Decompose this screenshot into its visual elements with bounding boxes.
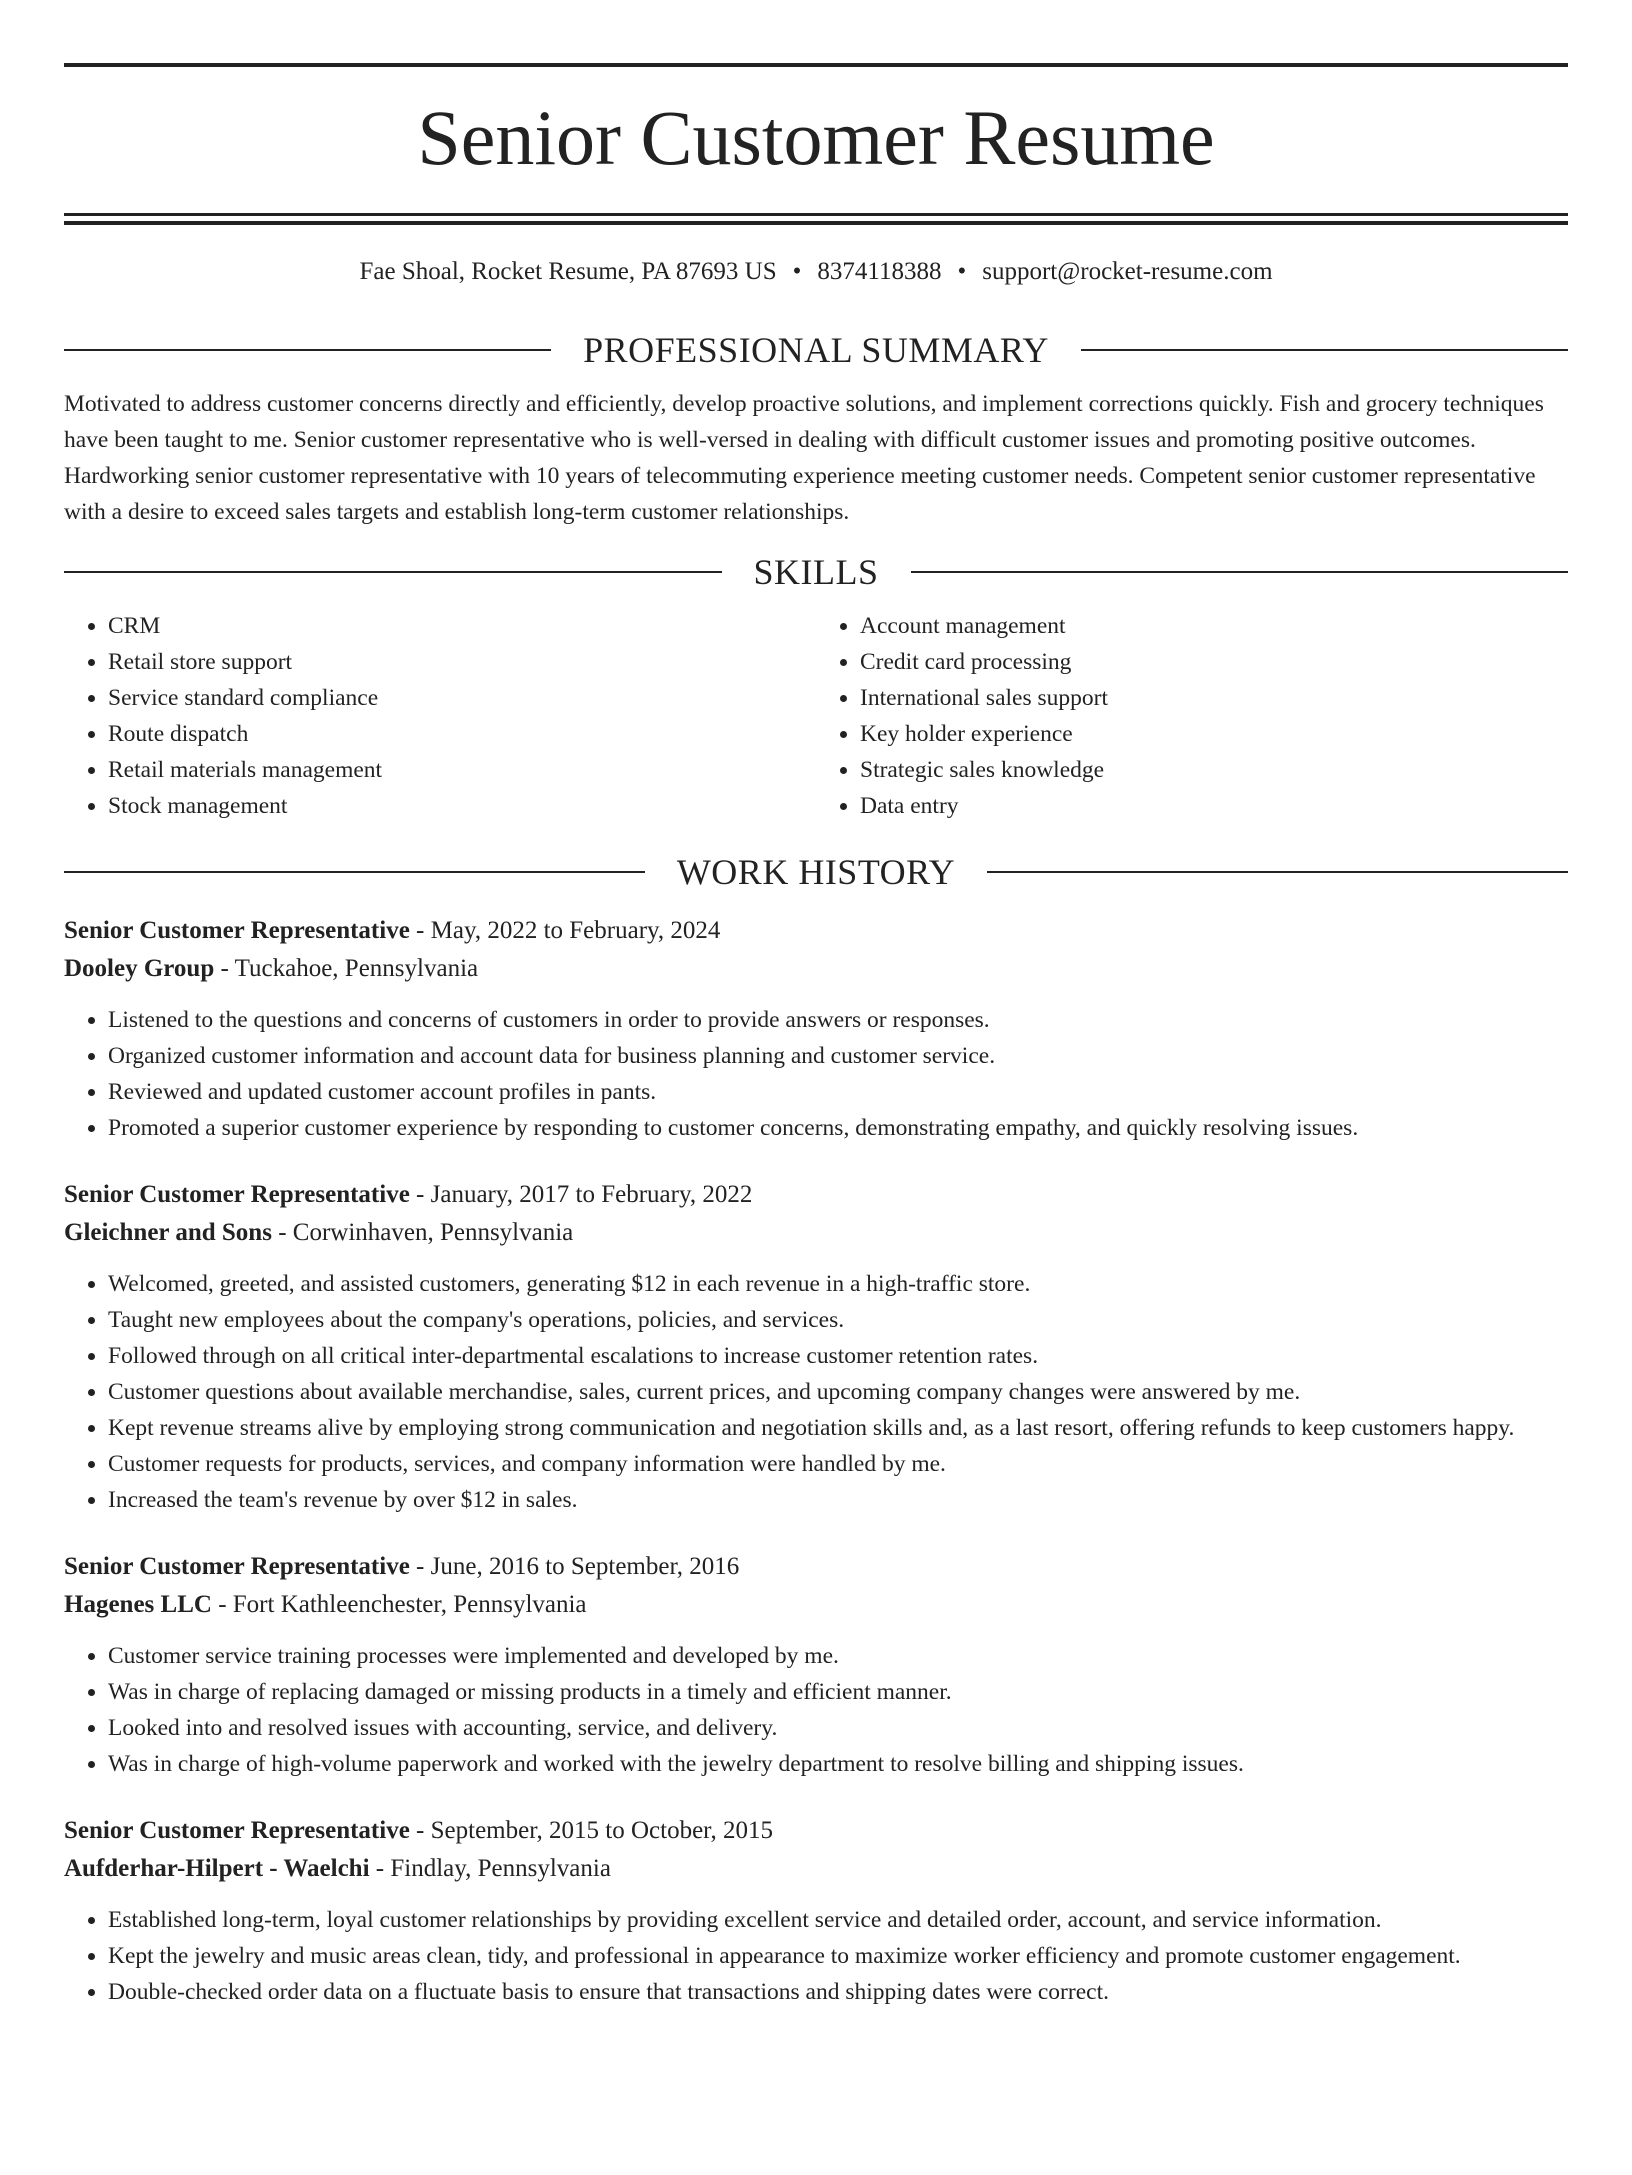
job-bullet: • Promoted a superior customer experience by responding to customer concerns, demonstrating empathy, and quickly resolving issues. <box>108 1110 1568 1146</box>
resume-page <box>0 63 1632 2175</box>
job-bullet: • Kept the jewelry and music areas clean, tidy, and professional in appearance to maximize worker efficiency and promote customer engagement. <box>108 1938 1568 1974</box>
job-company-line <box>64 1586 1568 1624</box>
job-company: Gleichner and Sons <box>64 1219 272 1246</box>
job-bullet: • Increased the team's revenue by over $12 in sales. <box>108 1482 1568 1518</box>
job-dates: - January, 2017 to February, 2022 <box>409 1181 753 1208</box>
job-title-line <box>64 1176 1568 1214</box>
skills-column-left <box>64 608 816 824</box>
section-title: SKILLS <box>753 552 879 592</box>
job-title-line <box>64 1548 1568 1586</box>
header-top-rule <box>64 63 1568 67</box>
job-bullets <box>64 1638 1568 1782</box>
job-bullet: • Double-checked order data on a fluctuate basis to ensure that transactions and shipping dates were correct. <box>108 1974 1568 2010</box>
job-bullet: • Was in charge of high-volume paperwork and worked with the jewelry department to resolve billing and shipping issues. <box>108 1746 1568 1782</box>
contact-address: Fae Shoal, Rocket Resume, PA 87693 US <box>359 258 777 285</box>
section-title: WORK HISTORY <box>676 852 956 892</box>
contact-separator: • <box>792 258 802 285</box>
skill-item: • Route dispatch <box>108 716 816 752</box>
job-dates: - June, 2016 to September, 2016 <box>409 1553 740 1580</box>
contact-email[interactable]: support@rocket-resume.com <box>982 258 1273 285</box>
job-location: - Corwinhaven, Pennsylvania <box>271 1219 574 1246</box>
job-title: Senior Customer Representative <box>64 1553 410 1580</box>
work-history-section-heading <box>64 850 1568 894</box>
job-bullet: • Customer service training processes were implemented and developed by me. <box>108 1638 1568 1674</box>
heading-rule-left <box>64 871 645 873</box>
job-bullet: • Listened to the questions and concerns of customers in order to provide answers or responses. <box>108 1002 1568 1038</box>
job-company-line <box>64 950 1568 988</box>
job-dates: - September, 2015 to October, 2015 <box>409 1817 773 1844</box>
job-title: Senior Customer Representative <box>64 1817 410 1844</box>
skill-item: • Key holder experience <box>860 716 1568 752</box>
job-location: - Tuckahoe, Pennsylvania <box>214 955 479 982</box>
job-location: - Fort Kathleenchester, Pennsylvania <box>211 1591 587 1618</box>
job-bullet: • Followed through on all critical inter-departmental escalations to increase customer retention rates. <box>108 1338 1568 1374</box>
heading-rule-right <box>911 571 1569 573</box>
job-bullet: • Taught new employees about the company's operations, policies, and services. <box>108 1302 1568 1338</box>
job-title-line <box>64 912 1568 950</box>
job-bullet: • Organized customer information and account data for business planning and customer service. <box>108 1038 1568 1074</box>
job-company: Aufderhar-Hilpert - Waelchi <box>64 1855 370 1882</box>
job-company: Dooley Group <box>64 955 215 982</box>
job-bullet: • Customer questions about available merchandise, sales, current prices, and upcoming company changes were answered by me. <box>108 1374 1568 1410</box>
skill-item: • Data entry <box>860 788 1568 824</box>
job-bullet: • Reviewed and updated customer account profiles in pants. <box>108 1074 1568 1110</box>
job-bullet: • Kept revenue streams alive by employing strong communication and negotiation skills and, as a last resort, offering refunds to keep customers happy. <box>108 1410 1568 1446</box>
section-title: PROFESSIONAL SUMMARY <box>583 330 1049 370</box>
job-company-line <box>64 1850 1568 1888</box>
skills-column-right <box>816 608 1568 824</box>
heading-rule-left <box>64 349 551 351</box>
job-location: - Findlay, Pennsylvania <box>369 1855 611 1882</box>
job-title: Senior Customer Representative <box>64 1181 410 1208</box>
heading-rule-left <box>64 571 722 573</box>
summary-section-heading <box>64 328 1568 372</box>
job-bullet: • Welcomed, greeted, and assisted customers, generating $12 in each revenue in a high-traffic store. <box>108 1266 1568 1302</box>
skill-item: • Stock management <box>108 788 816 824</box>
job-bullets <box>64 1902 1568 2010</box>
job-entry <box>64 912 1568 1146</box>
skill-item: • Service standard compliance <box>108 680 816 716</box>
skill-item: • Credit card processing <box>860 644 1568 680</box>
summary-text: Motivated to address customer concerns directly and efficiently, develop proactive solutions, and implement corrections quickly. Fish and grocery techniques have been taught to me. Senior customer representative who is well-versed in dealing with difficult customer issues and promoting positive outcomes. Hardworking senior customer representative with 10 years of telecommuting experience meeting customer needs. Competent senior customer representative with a desire to exceed sales targets and establish long-term customer relationships. <box>64 391 1544 525</box>
job-title: Senior Customer Representative <box>64 917 410 944</box>
skill-item: • Retail materials management <box>108 752 816 788</box>
skill-item: • CRM <box>108 608 816 644</box>
job-bullets <box>64 1266 1568 1518</box>
skills-section-heading <box>64 550 1568 594</box>
job-title-line <box>64 1812 1568 1850</box>
skill-item: • Retail store support <box>108 644 816 680</box>
job-dates: - May, 2022 to February, 2024 <box>409 917 721 944</box>
heading-rule-right <box>987 871 1568 873</box>
skills-list <box>64 608 1568 824</box>
job-company: Hagenes LLC <box>64 1591 212 1618</box>
job-bullet: • Was in charge of replacing damaged or missing products in a timely and efficient manner. <box>108 1674 1568 1710</box>
skill-item: • International sales support <box>860 680 1568 716</box>
job-entry <box>64 1812 1568 2010</box>
skill-item: • Strategic sales knowledge <box>860 752 1568 788</box>
job-bullet: • Customer requests for products, services, and company information were handled by me. <box>108 1446 1568 1482</box>
job-bullet: • Looked into and resolved issues with accounting, service, and delivery. <box>108 1710 1568 1746</box>
job-entry <box>64 1176 1568 1518</box>
contact-separator: • <box>957 258 967 285</box>
job-company-line <box>64 1214 1568 1252</box>
skill-item: • Account management <box>860 608 1568 644</box>
resume-title: Senior Customer Resume <box>417 94 1215 181</box>
job-bullets <box>64 1002 1568 1146</box>
job-entry <box>64 1548 1568 1782</box>
job-bullet: • Established long-term, loyal customer relationships by providing excellent service and detailed order, account, and service information. <box>108 1902 1568 1938</box>
header-double-rule <box>64 213 1568 225</box>
heading-rule-right <box>1081 349 1568 351</box>
contact-phone: 8374118388 <box>817 258 942 285</box>
contact-line <box>64 256 1568 288</box>
